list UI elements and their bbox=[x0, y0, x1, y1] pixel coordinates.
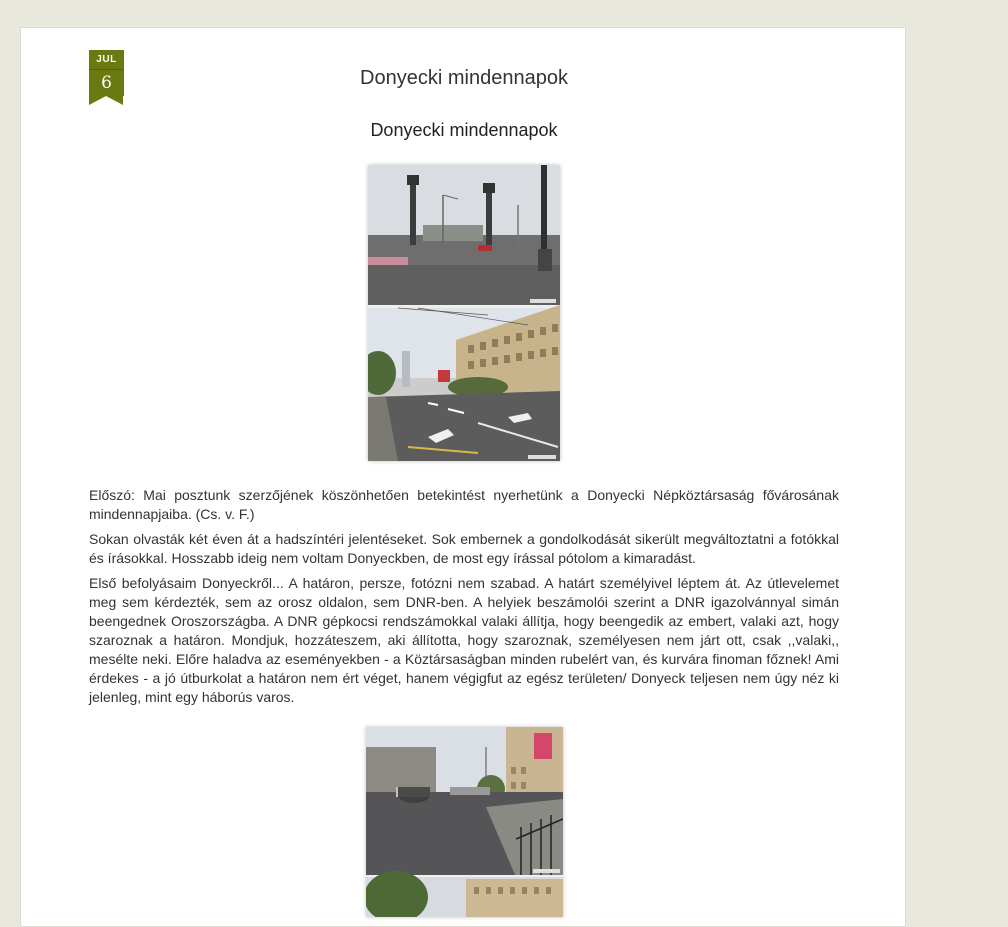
street-photo-collage-1[interactable] bbox=[368, 165, 560, 461]
paragraph-intro: Előszó: Mai posztunk szerzőjének köszönhetően betekintést nyerhetünk a Donyecki Népköztársaság fővárosának mindennapjaiba. (Cs. v. F.) bbox=[89, 487, 839, 522]
paragraph-3: Első befolyásaim Donyeckről... A határon, persze, fotózni nem szabad. A határt személyivel léptem át. Az útlevelemet meg sem kérdezték, sem az orosz oldalon, sem DNR-ben. A helyiek beszámolói szerint a DNR igazolvánnyal simán beengednek Oroszországba. A DNR gépkocsi rendszámokkal valaki állítja, hogy beengedik az embert, valaki azt, hogy szaroznak a határon. Mondjuk, hozzáteszem, aki állította, hogy szaroznak, személyesen nem járt ott, csak ,,valaki,, mesélte neki. Előre haladva az eseményekben - a Köztársaságban minden rubelért van, és kurvára finoman főznek! Ami érdekes - a jó útburkolat a határon nem ért véget, hanem végigfut az egész területen/ Donyeck teljesen nem úgy néz ki jelenleg, mint egy háborús varos. bbox=[89, 575, 839, 705]
post-content bbox=[89, 120, 839, 917]
post-card bbox=[20, 27, 906, 927]
post-title[interactable]: Donyecki mindennapok bbox=[360, 67, 568, 89]
post-body bbox=[89, 486, 839, 707]
street-photo-illustration-1 bbox=[368, 165, 560, 461]
date-month: JUL bbox=[89, 50, 124, 70]
street-photo-collage-2[interactable] bbox=[366, 727, 563, 917]
street-photo-illustration-2 bbox=[366, 727, 563, 917]
paragraph-2: Sokan olvasták két éven át a hadszíntéri jelentéseket. Sok embernek a gondolkodását sikerült megváltoztatni a fotókkal és írásokkal. Hosszabb ideig nem voltam Donyeckben, de most egy írással pótolom a kimaradást. bbox=[89, 531, 839, 566]
date-day: 6 bbox=[89, 70, 124, 96]
post-sub-heading: Donyecki mindennapok bbox=[370, 120, 558, 140]
ribbon-tail bbox=[89, 96, 123, 105]
